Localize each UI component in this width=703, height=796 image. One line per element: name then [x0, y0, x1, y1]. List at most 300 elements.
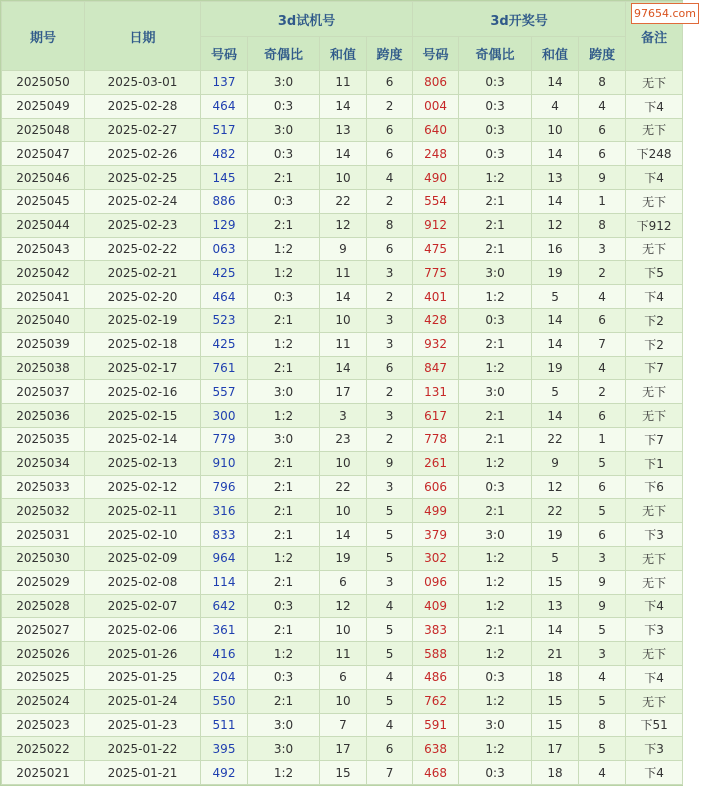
cell-draw-sum: 5: [532, 546, 579, 570]
cell-draw-span: 4: [579, 285, 626, 309]
cell-note: 无下: [626, 380, 683, 404]
cell-draw-sum: 16: [532, 237, 579, 261]
cell-test-sum: 11: [320, 642, 367, 666]
cell-draw-number: 131: [413, 380, 459, 404]
header-draw-number: 号码: [413, 37, 459, 71]
cell-draw-sum: 14: [532, 404, 579, 428]
cell-test-sum: 14: [320, 94, 367, 118]
table-row: [2, 356, 683, 380]
cell-test-odd-even: 0:3: [248, 285, 320, 309]
cell-test-sum: 10: [320, 689, 367, 713]
cell-test-span: 3: [367, 308, 413, 332]
cell-issue: 2025044: [2, 213, 85, 237]
cell-draw-odd-even: 2:1: [459, 332, 532, 356]
cell-draw-number: 486: [413, 665, 459, 689]
table-row: [2, 142, 683, 166]
cell-draw-odd-even: 0:3: [459, 142, 532, 166]
cell-test-number: 425: [201, 261, 248, 285]
cell-draw-sum: 19: [532, 356, 579, 380]
cell-draw-span: 4: [579, 356, 626, 380]
cell-draw-sum: 21: [532, 642, 579, 666]
cell-note: 无下: [626, 71, 683, 95]
cell-draw-span: 3: [579, 546, 626, 570]
cell-note: 下1: [626, 451, 683, 475]
cell-draw-sum: 5: [532, 285, 579, 309]
cell-draw-number: 401: [413, 285, 459, 309]
cell-date: 2025-01-21: [85, 761, 201, 785]
cell-draw-odd-even: 3:0: [459, 380, 532, 404]
cell-note: 无下: [626, 189, 683, 213]
cell-draw-span: 5: [579, 451, 626, 475]
cell-note: 无下: [626, 689, 683, 713]
table-row: [2, 451, 683, 475]
header-test-span: 跨度: [367, 37, 413, 71]
cell-date: 2025-03-01: [85, 71, 201, 95]
cell-draw-number: 775: [413, 261, 459, 285]
cell-test-number: 416: [201, 642, 248, 666]
cell-date: 2025-02-06: [85, 618, 201, 642]
cell-note: 下7: [626, 427, 683, 451]
table-row: [2, 475, 683, 499]
cell-test-span: 3: [367, 570, 413, 594]
cell-draw-sum: 14: [532, 189, 579, 213]
table-row: [2, 166, 683, 190]
cell-note: 下4: [626, 665, 683, 689]
header-test-number: 号码: [201, 37, 248, 71]
cell-test-odd-even: 2:1: [248, 523, 320, 547]
cell-date: 2025-02-16: [85, 380, 201, 404]
cell-draw-number: 778: [413, 427, 459, 451]
cell-note: 下51: [626, 713, 683, 737]
cell-draw-sum: 14: [532, 71, 579, 95]
table-row: [2, 737, 683, 761]
cell-draw-number: 475: [413, 237, 459, 261]
cell-draw-span: 9: [579, 570, 626, 594]
cell-draw-odd-even: 1:2: [459, 285, 532, 309]
cell-issue: 2025023: [2, 713, 85, 737]
table-row: [2, 94, 683, 118]
cell-test-odd-even: 0:3: [248, 665, 320, 689]
cell-draw-odd-even: 3:0: [459, 261, 532, 285]
cell-test-odd-even: 2:1: [248, 451, 320, 475]
cell-issue: 2025049: [2, 94, 85, 118]
cell-draw-span: 4: [579, 94, 626, 118]
table-row: [2, 118, 683, 142]
cell-test-sum: 17: [320, 380, 367, 404]
header-note: 备注: [626, 2, 683, 71]
cell-test-sum: 23: [320, 427, 367, 451]
cell-draw-number: 248: [413, 142, 459, 166]
cell-date: 2025-01-23: [85, 713, 201, 737]
cell-note: 无下: [626, 642, 683, 666]
cell-draw-odd-even: 2:1: [459, 499, 532, 523]
table-row: [2, 523, 683, 547]
cell-test-number: 642: [201, 594, 248, 618]
cell-note: 下912: [626, 213, 683, 237]
cell-draw-sum: 5: [532, 380, 579, 404]
cell-draw-number: 588: [413, 642, 459, 666]
cell-draw-number: 638: [413, 737, 459, 761]
cell-draw-odd-even: 1:2: [459, 642, 532, 666]
cell-draw-odd-even: 1:2: [459, 356, 532, 380]
cell-date: 2025-02-10: [85, 523, 201, 547]
cell-test-span: 6: [367, 237, 413, 261]
cell-draw-odd-even: 0:3: [459, 308, 532, 332]
cell-test-span: 2: [367, 189, 413, 213]
cell-date: 2025-01-25: [85, 665, 201, 689]
cell-draw-number: 554: [413, 189, 459, 213]
cell-draw-number: 912: [413, 213, 459, 237]
cell-note: 下4: [626, 166, 683, 190]
cell-draw-span: 7: [579, 332, 626, 356]
cell-draw-odd-even: 3:0: [459, 713, 532, 737]
cell-issue: 2025050: [2, 71, 85, 95]
cell-note: 下4: [626, 761, 683, 785]
cell-test-odd-even: 1:2: [248, 546, 320, 570]
cell-note: 无下: [626, 570, 683, 594]
cell-draw-odd-even: 0:3: [459, 118, 532, 142]
cell-date: 2025-01-24: [85, 689, 201, 713]
cell-test-odd-even: 2:1: [248, 475, 320, 499]
cell-test-number: 482: [201, 142, 248, 166]
cell-issue: 2025029: [2, 570, 85, 594]
cell-note: 下4: [626, 594, 683, 618]
cell-test-odd-even: 1:2: [248, 642, 320, 666]
cell-note: 下4: [626, 285, 683, 309]
cell-date: 2025-02-24: [85, 189, 201, 213]
cell-test-number: 145: [201, 166, 248, 190]
cell-note: 无下: [626, 499, 683, 523]
cell-draw-sum: 19: [532, 261, 579, 285]
cell-test-span: 3: [367, 404, 413, 428]
cell-draw-odd-even: 0:3: [459, 665, 532, 689]
cell-test-odd-even: 1:2: [248, 332, 320, 356]
cell-draw-span: 9: [579, 594, 626, 618]
cell-issue: 2025047: [2, 142, 85, 166]
cell-test-odd-even: 2:1: [248, 689, 320, 713]
cell-test-number: 492: [201, 761, 248, 785]
cell-test-sum: 10: [320, 499, 367, 523]
cell-test-span: 4: [367, 713, 413, 737]
cell-issue: 2025027: [2, 618, 85, 642]
table-row: [2, 308, 683, 332]
cell-test-odd-even: 2:1: [248, 356, 320, 380]
cell-test-span: 6: [367, 71, 413, 95]
cell-test-odd-even: 2:1: [248, 308, 320, 332]
cell-issue: 2025028: [2, 594, 85, 618]
cell-note: 下2: [626, 308, 683, 332]
cell-draw-sum: 19: [532, 523, 579, 547]
cell-draw-sum: 18: [532, 761, 579, 785]
cell-test-number: 464: [201, 285, 248, 309]
cell-issue: 2025030: [2, 546, 85, 570]
cell-test-sum: 6: [320, 570, 367, 594]
cell-note: 下6: [626, 475, 683, 499]
cell-issue: 2025048: [2, 118, 85, 142]
cell-test-sum: 10: [320, 451, 367, 475]
cell-test-odd-even: 2:1: [248, 499, 320, 523]
table-row: [2, 570, 683, 594]
cell-issue: 2025046: [2, 166, 85, 190]
cell-draw-span: 4: [579, 761, 626, 785]
cell-draw-span: 6: [579, 404, 626, 428]
cell-test-odd-even: 3:0: [248, 380, 320, 404]
cell-test-sum: 14: [320, 142, 367, 166]
cell-test-odd-even: 1:2: [248, 261, 320, 285]
cell-draw-number: 490: [413, 166, 459, 190]
cell-draw-sum: 12: [532, 475, 579, 499]
cell-draw-number: 591: [413, 713, 459, 737]
cell-test-number: 833: [201, 523, 248, 547]
cell-draw-number: 606: [413, 475, 459, 499]
cell-note: 下3: [626, 737, 683, 761]
cell-draw-sum: 4: [532, 94, 579, 118]
cell-test-number: 137: [201, 71, 248, 95]
cell-date: 2025-02-09: [85, 546, 201, 570]
cell-test-number: 361: [201, 618, 248, 642]
cell-date: 2025-02-11: [85, 499, 201, 523]
table-row: [2, 213, 683, 237]
cell-issue: 2025039: [2, 332, 85, 356]
cell-date: 2025-02-17: [85, 356, 201, 380]
cell-test-odd-even: 1:2: [248, 404, 320, 428]
cell-issue: 2025031: [2, 523, 85, 547]
cell-draw-number: 468: [413, 761, 459, 785]
cell-draw-number: 640: [413, 118, 459, 142]
cell-issue: 2025032: [2, 499, 85, 523]
cell-test-odd-even: 2:1: [248, 618, 320, 642]
cell-test-odd-even: 1:2: [248, 237, 320, 261]
cell-date: 2025-02-14: [85, 427, 201, 451]
cell-test-sum: 10: [320, 308, 367, 332]
cell-test-span: 4: [367, 665, 413, 689]
table-row: [2, 189, 683, 213]
cell-test-sum: 11: [320, 332, 367, 356]
cell-draw-span: 3: [579, 237, 626, 261]
cell-issue: 2025035: [2, 427, 85, 451]
cell-issue: 2025041: [2, 285, 85, 309]
cell-test-number: 910: [201, 451, 248, 475]
cell-draw-odd-even: 1:2: [459, 570, 532, 594]
cell-test-number: 557: [201, 380, 248, 404]
cell-issue: 2025042: [2, 261, 85, 285]
header-draw-number-group: 3d开奖号: [413, 2, 626, 37]
cell-test-sum: 12: [320, 213, 367, 237]
cell-draw-span: 6: [579, 475, 626, 499]
site-watermark: 97654.com: [631, 3, 699, 24]
cell-date: 2025-02-13: [85, 451, 201, 475]
cell-issue: 2025033: [2, 475, 85, 499]
cell-draw-sum: 12: [532, 213, 579, 237]
cell-test-number: 204: [201, 665, 248, 689]
cell-draw-span: 1: [579, 189, 626, 213]
table-row: [2, 689, 683, 713]
table-row: [2, 761, 683, 785]
cell-draw-sum: 9: [532, 451, 579, 475]
cell-date: 2025-01-22: [85, 737, 201, 761]
cell-test-odd-even: 3:0: [248, 427, 320, 451]
cell-draw-odd-even: 1:2: [459, 594, 532, 618]
cell-draw-number: 617: [413, 404, 459, 428]
cell-test-number: 517: [201, 118, 248, 142]
cell-test-span: 5: [367, 689, 413, 713]
cell-draw-odd-even: 0:3: [459, 475, 532, 499]
cell-test-span: 4: [367, 594, 413, 618]
cell-draw-number: 409: [413, 594, 459, 618]
cell-test-sum: 14: [320, 285, 367, 309]
cell-test-span: 5: [367, 499, 413, 523]
cell-draw-odd-even: 1:2: [459, 546, 532, 570]
header-test-odd-even: 奇偶比: [248, 37, 320, 71]
cell-draw-number: 096: [413, 570, 459, 594]
cell-note: 无下: [626, 546, 683, 570]
cell-issue: 2025026: [2, 642, 85, 666]
cell-test-sum: 9: [320, 237, 367, 261]
cell-draw-odd-even: 3:0: [459, 523, 532, 547]
cell-draw-span: 6: [579, 118, 626, 142]
cell-draw-odd-even: 2:1: [459, 213, 532, 237]
cell-issue: 2025038: [2, 356, 85, 380]
cell-draw-odd-even: 1:2: [459, 451, 532, 475]
cell-test-span: 5: [367, 642, 413, 666]
cell-draw-sum: 22: [532, 499, 579, 523]
cell-draw-span: 8: [579, 213, 626, 237]
cell-test-number: 464: [201, 94, 248, 118]
cell-test-span: 7: [367, 761, 413, 785]
table-row: [2, 404, 683, 428]
cell-note: 无下: [626, 237, 683, 261]
cell-draw-span: 9: [579, 166, 626, 190]
cell-test-odd-even: 2:1: [248, 213, 320, 237]
table-row: [2, 261, 683, 285]
cell-date: 2025-02-15: [85, 404, 201, 428]
cell-test-number: 886: [201, 189, 248, 213]
header-issue: 期号: [2, 2, 85, 71]
cell-draw-span: 8: [579, 71, 626, 95]
cell-date: 2025-02-22: [85, 237, 201, 261]
cell-draw-sum: 13: [532, 166, 579, 190]
cell-draw-number: 499: [413, 499, 459, 523]
cell-test-number: 300: [201, 404, 248, 428]
cell-date: 2025-02-08: [85, 570, 201, 594]
cell-draw-span: 3: [579, 642, 626, 666]
cell-date: 2025-02-07: [85, 594, 201, 618]
table-row: [2, 618, 683, 642]
cell-test-span: 3: [367, 475, 413, 499]
cell-date: 2025-01-26: [85, 642, 201, 666]
cell-draw-number: 261: [413, 451, 459, 475]
cell-draw-odd-even: 2:1: [459, 404, 532, 428]
table-row: [2, 642, 683, 666]
cell-test-number: 964: [201, 546, 248, 570]
cell-draw-span: 5: [579, 737, 626, 761]
cell-draw-span: 1: [579, 427, 626, 451]
table-row: [2, 499, 683, 523]
cell-test-span: 5: [367, 546, 413, 570]
table-row: [2, 713, 683, 737]
header-date: 日期: [85, 2, 201, 71]
cell-issue: 2025022: [2, 737, 85, 761]
cell-issue: 2025040: [2, 308, 85, 332]
cell-draw-span: 5: [579, 689, 626, 713]
cell-note: 无下: [626, 118, 683, 142]
cell-test-number: 425: [201, 332, 248, 356]
cell-draw-sum: 15: [532, 689, 579, 713]
cell-draw-sum: 18: [532, 665, 579, 689]
cell-test-odd-even: 2:1: [248, 166, 320, 190]
cell-draw-sum: 15: [532, 570, 579, 594]
cell-note: 下3: [626, 618, 683, 642]
table-row: [2, 427, 683, 451]
cell-note: 下7: [626, 356, 683, 380]
cell-draw-number: 847: [413, 356, 459, 380]
cell-draw-sum: 22: [532, 427, 579, 451]
cell-draw-number: 383: [413, 618, 459, 642]
cell-test-number: 395: [201, 737, 248, 761]
table-row: [2, 285, 683, 309]
cell-draw-span: 8: [579, 713, 626, 737]
cell-test-span: 2: [367, 285, 413, 309]
cell-test-span: 9: [367, 451, 413, 475]
table-row: [2, 71, 683, 95]
header-draw-span: 跨度: [579, 37, 626, 71]
cell-test-sum: 11: [320, 71, 367, 95]
cell-test-span: 6: [367, 356, 413, 380]
cell-draw-odd-even: 2:1: [459, 427, 532, 451]
header-test-number-group: 3d试机号: [201, 2, 413, 37]
cell-draw-span: 6: [579, 308, 626, 332]
cell-issue: 2025037: [2, 380, 85, 404]
cell-draw-odd-even: 1:2: [459, 166, 532, 190]
cell-draw-odd-even: 2:1: [459, 237, 532, 261]
table-body: [2, 71, 683, 785]
cell-test-sum: 13: [320, 118, 367, 142]
cell-note: 下248: [626, 142, 683, 166]
cell-draw-sum: 13: [532, 594, 579, 618]
cell-issue: 2025024: [2, 689, 85, 713]
cell-issue: 2025045: [2, 189, 85, 213]
cell-test-number: 114: [201, 570, 248, 594]
cell-draw-odd-even: 2:1: [459, 189, 532, 213]
cell-test-span: 4: [367, 166, 413, 190]
cell-test-odd-even: 3:0: [248, 118, 320, 142]
cell-date: 2025-02-25: [85, 166, 201, 190]
cell-draw-sum: 17: [532, 737, 579, 761]
cell-test-number: 523: [201, 308, 248, 332]
header-test-sum: 和值: [320, 37, 367, 71]
cell-draw-number: 379: [413, 523, 459, 547]
cell-draw-odd-even: 1:2: [459, 737, 532, 761]
cell-note: 无下: [626, 404, 683, 428]
cell-test-span: 3: [367, 261, 413, 285]
cell-date: 2025-02-27: [85, 118, 201, 142]
cell-test-sum: 14: [320, 523, 367, 547]
table-row: [2, 665, 683, 689]
cell-draw-number: 428: [413, 308, 459, 332]
lottery-history-table: [1, 1, 683, 785]
cell-test-span: 2: [367, 380, 413, 404]
cell-issue: 2025021: [2, 761, 85, 785]
cell-test-sum: 3: [320, 404, 367, 428]
cell-test-odd-even: 3:0: [248, 737, 320, 761]
cell-draw-number: 762: [413, 689, 459, 713]
cell-draw-span: 2: [579, 261, 626, 285]
cell-date: 2025-02-23: [85, 213, 201, 237]
cell-test-number: 129: [201, 213, 248, 237]
header-draw-sum: 和值: [532, 37, 579, 71]
cell-draw-sum: 14: [532, 308, 579, 332]
cell-test-span: 2: [367, 94, 413, 118]
